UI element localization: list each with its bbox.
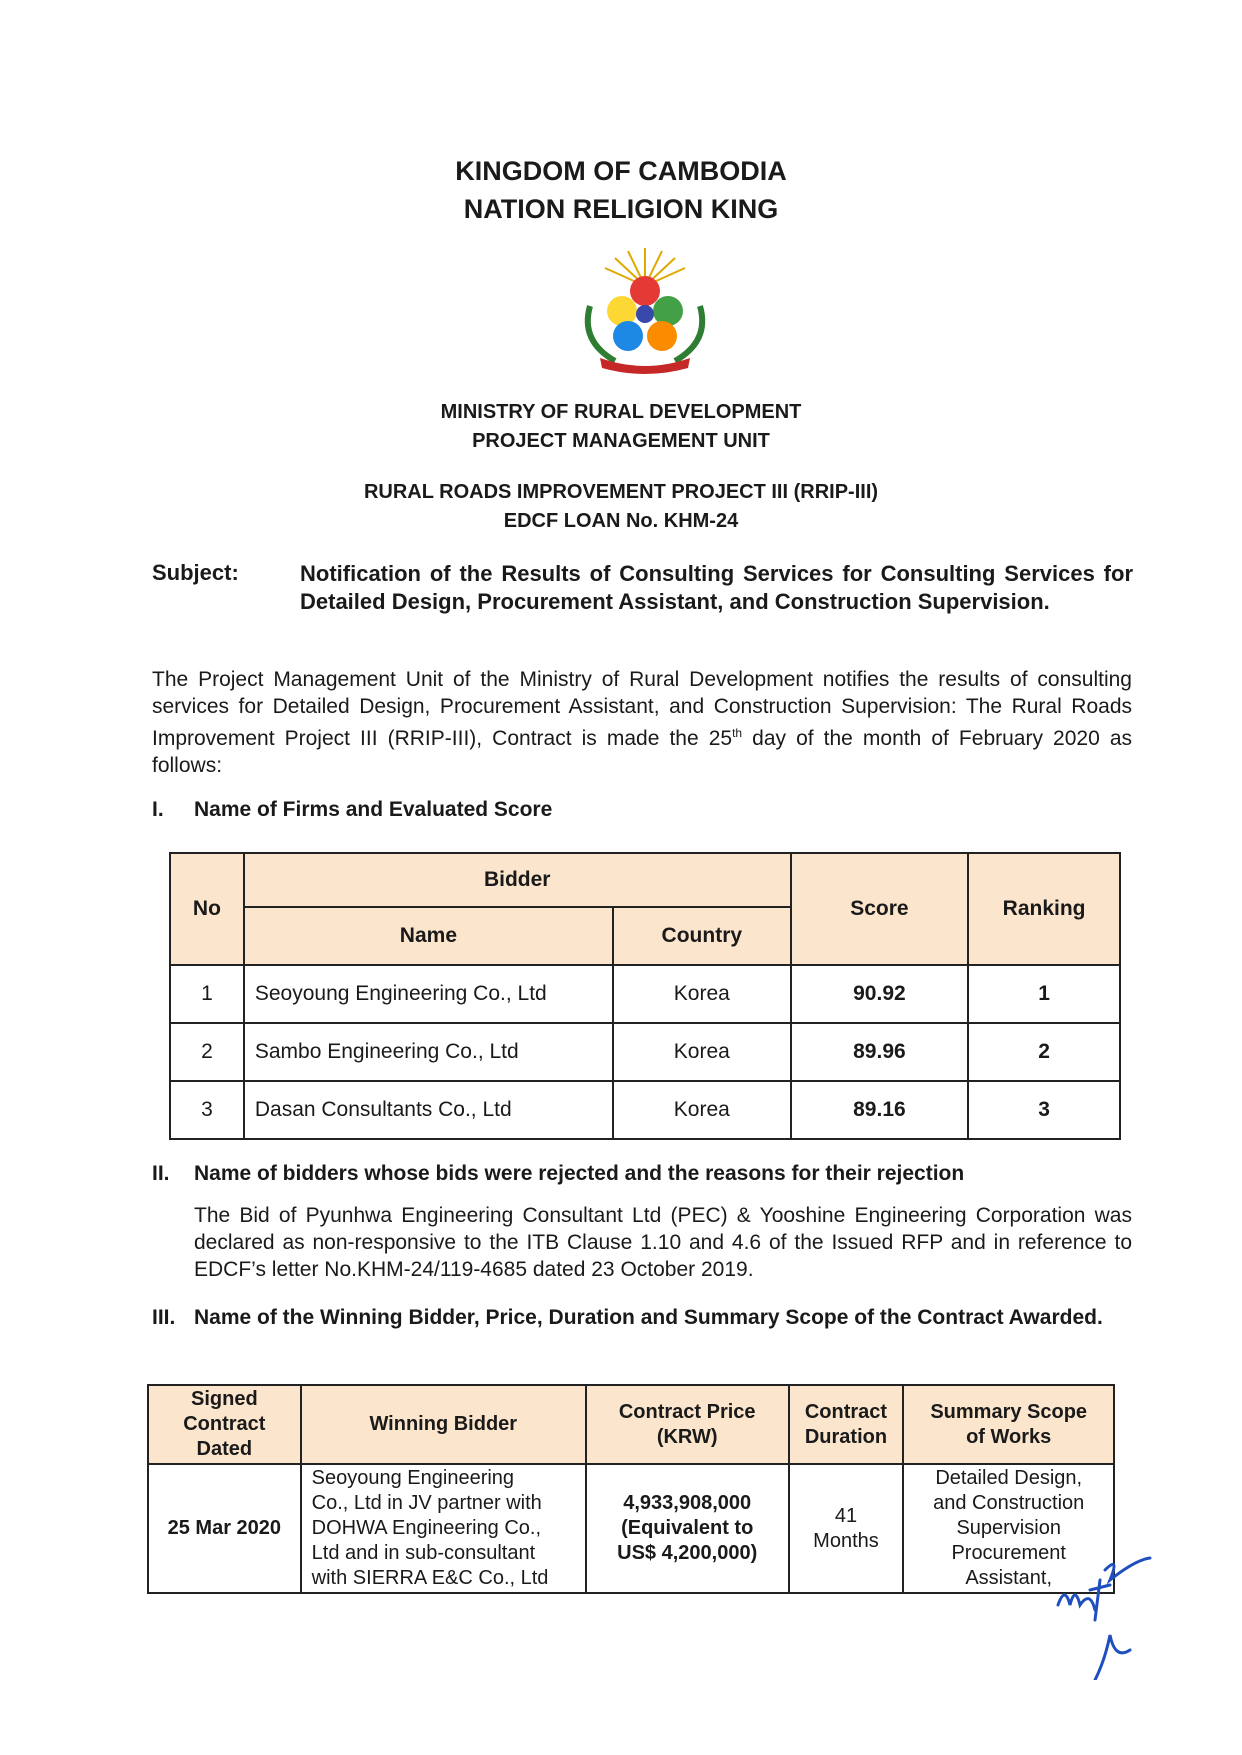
cell-ranking: 3	[968, 1081, 1120, 1139]
cell-line: Procurement	[951, 1542, 1066, 1564]
subject-text: Notification of the Results of Consulting Services for Consulting Services for Detailed Design, Procurement Assistant, and Construction Supervision.	[300, 561, 1133, 614]
project-header	[0, 478, 1242, 536]
cell-duration	[789, 1464, 904, 1593]
cell-score: 89.96	[791, 1023, 969, 1081]
header-winning-bidder: Winning Bidder	[301, 1385, 586, 1464]
header-text: Signed	[191, 1388, 258, 1410]
cell-line: Months	[813, 1529, 879, 1552]
section-number: III.	[152, 1306, 176, 1329]
award-table	[147, 1384, 1115, 1594]
section-number: II.	[152, 1162, 170, 1185]
cell-name: Seoyoung Engineering Co., Ltd	[244, 965, 613, 1023]
header-summary-scope	[903, 1385, 1114, 1464]
ministry-header	[0, 398, 1242, 456]
unit-name: PROJECT MANAGEMENT UNIT	[472, 430, 770, 452]
cell-no: 2	[170, 1023, 244, 1081]
loan-number: EDCF LOAN No. KHM-24	[503, 510, 739, 532]
cell-line: Detailed Design,	[935, 1467, 1083, 1489]
header-contract-duration	[789, 1385, 904, 1464]
cell-line: Ltd and in sub-consultant	[311, 1542, 536, 1564]
motto-line: NATION RELIGION KING	[463, 194, 779, 224]
header-bidder: Bidder	[244, 853, 791, 907]
header-text: Duration	[804, 1425, 888, 1448]
header-text: (KRW)	[656, 1425, 718, 1448]
cell-no: 3	[170, 1081, 244, 1139]
header-signed-date	[148, 1385, 301, 1464]
cell-line: 41	[834, 1504, 858, 1527]
header-score: Score	[791, 853, 969, 965]
scores-table	[169, 852, 1121, 1140]
header-text: Dated	[196, 1438, 253, 1460]
cell-line: Assistant,	[965, 1567, 1053, 1589]
cell-line: and Construction	[933, 1492, 1085, 1514]
section-number: I.	[152, 798, 164, 821]
table-row	[170, 1023, 1120, 1081]
cell-line: DOHWA Engineering Co.,	[311, 1517, 542, 1539]
cell-line: Supervision	[956, 1517, 1061, 1539]
project-name: RURAL ROADS IMPROVEMENT PROJECT III (RRIP-III)	[363, 481, 879, 503]
intro-paragraph	[152, 666, 1132, 779]
cell-name: Dasan Consultants Co., Ltd	[244, 1081, 613, 1139]
section-title: Name of the Winning Bidder, Price, Duration and Summary Scope of the Contract Awarded.	[194, 1306, 1103, 1329]
cell-line: US$ 4,200,000)	[617, 1542, 758, 1564]
ministry-name: MINISTRY OF RURAL DEVELOPMENT	[440, 401, 802, 423]
intro-superscript: th	[732, 726, 743, 740]
cell-winning-bidder	[301, 1464, 586, 1593]
cell-line: Co., Ltd in JV partner with	[311, 1492, 542, 1514]
header-text: Contract	[183, 1413, 266, 1435]
kingdom-line: KINGDOM OF CAMBODIA	[455, 156, 787, 186]
cell-score: 89.16	[791, 1081, 969, 1139]
ministry-emblem-icon	[570, 246, 720, 376]
header-text: Contract Price	[618, 1400, 756, 1423]
cell-signed-date: 25 Mar 2020	[148, 1464, 301, 1593]
cell-line: (Equivalent to	[621, 1517, 754, 1539]
cell-ranking: 2	[968, 1023, 1120, 1081]
cell-name: Sambo Engineering Co., Ltd	[244, 1023, 613, 1081]
table-row	[170, 965, 1120, 1023]
cell-line: Seoyoung Engineering	[311, 1467, 515, 1489]
section-title: Name of Firms and Evaluated Score	[194, 798, 553, 821]
section-title: Name of bidders whose bids were rejected and the reasons for their rejection	[194, 1162, 965, 1185]
cell-line: 4,933,908,000	[623, 1492, 752, 1514]
kingdom-header	[0, 152, 1242, 228]
intro-text-1: The Project Management Unit of the Ministry of Rural Development notifies the results of consulting services for Detailed Design, Procurement Assistant, and Construction Supervision: The Rural Roads Improvement Project III (RRIP-III), Contract is made the 25	[152, 668, 1132, 750]
cell-ranking: 1	[968, 965, 1120, 1023]
header-no: No	[170, 853, 244, 965]
header-country: Country	[613, 907, 791, 965]
header-contract-price	[586, 1385, 789, 1464]
header-name: Name	[244, 907, 613, 965]
rejection-paragraph: The Bid of Pyunhwa Engineering Consultant Ltd (PEC) & Yooshine Engineering Corporation was declared as non-responsive to the ITB Clause 1.10 and 4.6 of the Issued RFP and in reference to EDCF’s letter No.KHM-24/119-4685 dated 23 October 2019.	[194, 1204, 1132, 1281]
cell-country: Korea	[613, 1023, 791, 1081]
header-text: Summary Scope	[930, 1400, 1088, 1423]
cell-country: Korea	[613, 1081, 791, 1139]
signature-icon	[1050, 1550, 1180, 1680]
cell-country: Korea	[613, 965, 791, 1023]
intro-text-2: day of the month of February 2020 as follows:	[152, 727, 1132, 777]
cell-contract-price	[586, 1464, 789, 1593]
header-text: Contract	[804, 1400, 888, 1423]
header-ranking: Ranking	[968, 853, 1120, 965]
subject-label: Subject:	[152, 560, 239, 585]
cell-line: with SIERRA E&C Co., Ltd	[311, 1567, 549, 1589]
cell-no: 1	[170, 965, 244, 1023]
table-row	[148, 1464, 1114, 1593]
table-row	[170, 1081, 1120, 1139]
cell-score: 90.92	[791, 965, 969, 1023]
header-text: of Works	[966, 1425, 1052, 1448]
